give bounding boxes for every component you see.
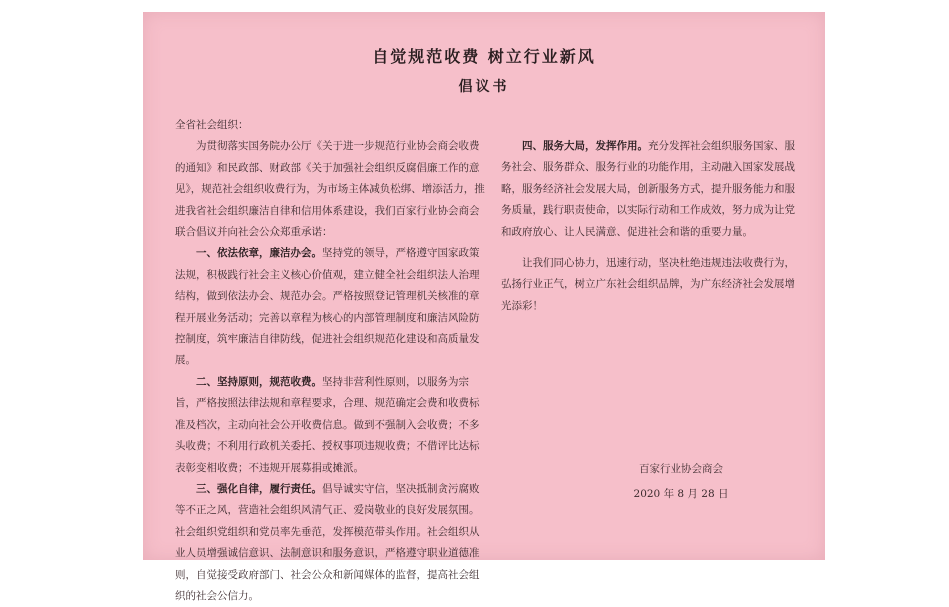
document-subtitle: 倡议书 bbox=[458, 79, 510, 95]
proposal-document bbox=[143, 12, 825, 602]
signature-block bbox=[501, 457, 801, 507]
closing-paragraph: 让我们同心协力，迅速行动，坚决杜绝违规违法收费行为，弘扬行业正气，树立广东社会组织品牌，为广东经济社会发展增光添彩！ bbox=[501, 257, 795, 312]
point-4-body: 充分发挥社会组织服务国家、服务社会、服务群众、服务行业的功能作用，主动融入国家发展战略，服务经济社会发展大局，创新服务方式，提升服务能力和服务质量，践行职责使命，以实际行动和工作成效，努力成为让党和政府放心、让人民满意、促进社会和谐的重要力量。 bbox=[501, 140, 795, 238]
salutation: 全省社会组织： bbox=[175, 119, 249, 131]
right-column bbox=[501, 126, 801, 317]
left-column bbox=[175, 115, 489, 607]
point-1-body: 坚持党的领导，严格遵守国家政策法规，积极践行社会主义核心价值观，建立健全社会组织法人治理结构，做到依法办会、规范办会。严格按照登记管理机关核准的章程开展业务活动；完善以章程为核心的内部管理制度和廉洁风险防控制度，筑牢廉洁自律防线，促进社会组织规范化建设和高质量发展。 bbox=[175, 247, 480, 367]
document-title: 自觉规范收费 树立行业新风 bbox=[372, 47, 596, 66]
point-2 bbox=[175, 372, 489, 479]
point-3-heading: 三、强化自律，履行责任。 bbox=[196, 482, 322, 495]
point-4-heading: 四、服务大局，发挥作用。 bbox=[522, 140, 648, 152]
point-2-heading: 二、坚持原则，规范收费。 bbox=[196, 375, 322, 388]
point-3 bbox=[175, 479, 489, 607]
point-2-body: 坚持非营利性原则，以服务为宗旨，严格按照法律法规和章程要求，合理、规范确定会费和收费标准及档次，主动向社会公开收费信息。做到不强制入会收费；不多头收费；不利用行政机关委托、授权事项违规收费；不借评比达标表彰变相收费；不违规开展募捐或摊派。 bbox=[175, 375, 480, 474]
point-1-heading: 一、依法依章，廉洁办会。 bbox=[196, 247, 322, 260]
point-3-body: 倡导诚实守信，坚决抵制贪污腐败等不正之风，营造社会组织风清气正、爱岗敬业的良好发展氛围。社会组织党组织和党员率先垂范，发挥模范带头作用。社会组织从业人员增强诚信意识、法制意识和服务意识，严格遵守职业道德准则，自觉接受政府部门、社会公众和新闻媒体的监督，提高社会组织的社会公信力。 bbox=[175, 482, 480, 602]
signature-org: 百家行业协会商会 bbox=[639, 463, 723, 475]
point-4 bbox=[501, 136, 801, 243]
signature-date: 2020 年 8 月 28 日 bbox=[633, 488, 729, 500]
point-1 bbox=[175, 243, 489, 371]
intro-paragraph: 为贯彻落实国务院办公厅《关于进一步规范行业协会商会收费的通知》和民政部、财政部《关于加强社会组织反腐倡廉工作的意见》，规范社会组织收费行为，为市场主体减负松绑、增添活力，推进我省社会组织廉洁自律和信用体系建设，我们百家行业协会商会联合倡议并向社会公众郑重承诺： bbox=[175, 140, 485, 239]
